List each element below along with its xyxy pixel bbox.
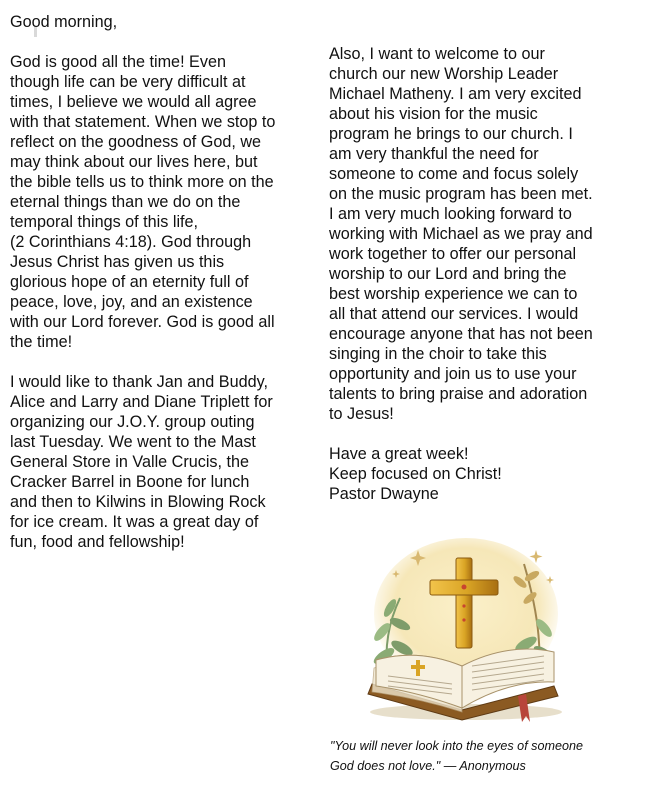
text-line: and then to Kilwins in Blowing Rock [10, 493, 266, 511]
text-line: with our Lord forever. God is good all [10, 313, 275, 331]
text-line: working with Michael as we pray and [329, 225, 593, 243]
text-line: last Tuesday. We went to the Mast [10, 433, 256, 451]
text-line: encourage anyone that has not been [329, 325, 593, 343]
text-line: the time! [10, 333, 73, 351]
right-column [329, 44, 629, 504]
text-line: (2 Corinthians 4:18). God through [10, 233, 252, 251]
paragraph-joy-outing [10, 372, 306, 552]
greeting: Good morning, [10, 13, 118, 31]
text-line: to Jesus! [329, 405, 394, 423]
text-line: eternal things than we do on the [10, 193, 241, 211]
text-line: peace, love, joy, and an existence [10, 293, 253, 311]
text-line: on the music program has been met. [329, 185, 593, 203]
text-line: glorious hope of an eternity full of [10, 273, 249, 291]
text-line: worship to our Lord and bring the [329, 265, 567, 283]
paragraph-gods-goodness [10, 52, 306, 352]
text-line: fun, food and fellowship! [10, 533, 185, 551]
text-line: reflect on the goodness of God, we [10, 133, 262, 151]
text-line: work together to offer our personal [329, 245, 577, 263]
text-line: program he brings to our church. I [329, 125, 573, 143]
quote-line: "You will never look into the eyes of someone [330, 739, 583, 753]
text-line: Jesus Christ has given us this [10, 253, 225, 271]
text-line: Also, I want to welcome to our [329, 45, 545, 63]
text-line: though life can be very difficult at [10, 73, 246, 91]
text-line: organizing our J.O.Y. group outing [10, 413, 255, 431]
text-line: temporal things of this life, [10, 213, 199, 231]
text-line: the bible tells us to think more on the [10, 173, 274, 191]
cross-and-bible-icon [358, 536, 572, 726]
text-line: Alice and Larry and Diane Triplett for [10, 393, 273, 411]
text-line: with that statement. When we stop to [10, 113, 276, 131]
text-line: General Store in Valle Crucis, the [10, 453, 250, 471]
text-line: someone to come and focus solely [329, 165, 579, 183]
paragraph-gap [329, 424, 629, 444]
text-line: God is good all the time! Even [10, 53, 226, 71]
text-line: I am very much looking forward to [329, 205, 572, 223]
text-line: for ice cream. It was a great day of [10, 513, 259, 531]
text-line: church our new Worship Leader [329, 65, 559, 83]
text-line: talents to bring praise and adoration [329, 385, 588, 403]
text-line: I would like to thank Jan and Buddy, [10, 373, 268, 391]
signature-line: Pastor Dwayne [329, 485, 439, 503]
closing-quote [330, 736, 630, 776]
closing-line: Have a great week! [329, 445, 469, 463]
text-line: about his vision for the music [329, 105, 538, 123]
cross-and-bible-illustration [358, 536, 572, 726]
text-line: am very thankful the need for [329, 145, 539, 163]
text-line: may think about our lives here, but [10, 153, 258, 171]
paragraph-gap [10, 32, 306, 52]
text-line: Cracker Barrel in Boone for lunch [10, 473, 250, 491]
text-line: best worship experience we can to [329, 285, 578, 303]
text-line: singing in the choir to take this [329, 345, 547, 363]
paragraph-worship-leader [329, 44, 629, 424]
left-column [10, 12, 306, 552]
text-line: all that attend our services. I would [329, 305, 579, 323]
closing-signature [329, 444, 629, 504]
text-line: Michael Matheny. I am very excited [329, 85, 582, 103]
text-line: opportunity and join us to use your [329, 365, 577, 383]
text-line: times, I believe we would all agree [10, 93, 257, 111]
closing-line: Keep focused on Christ! [329, 465, 502, 483]
paragraph-gap [10, 352, 306, 372]
quote-line: God does not love." — Anonymous [330, 759, 526, 773]
